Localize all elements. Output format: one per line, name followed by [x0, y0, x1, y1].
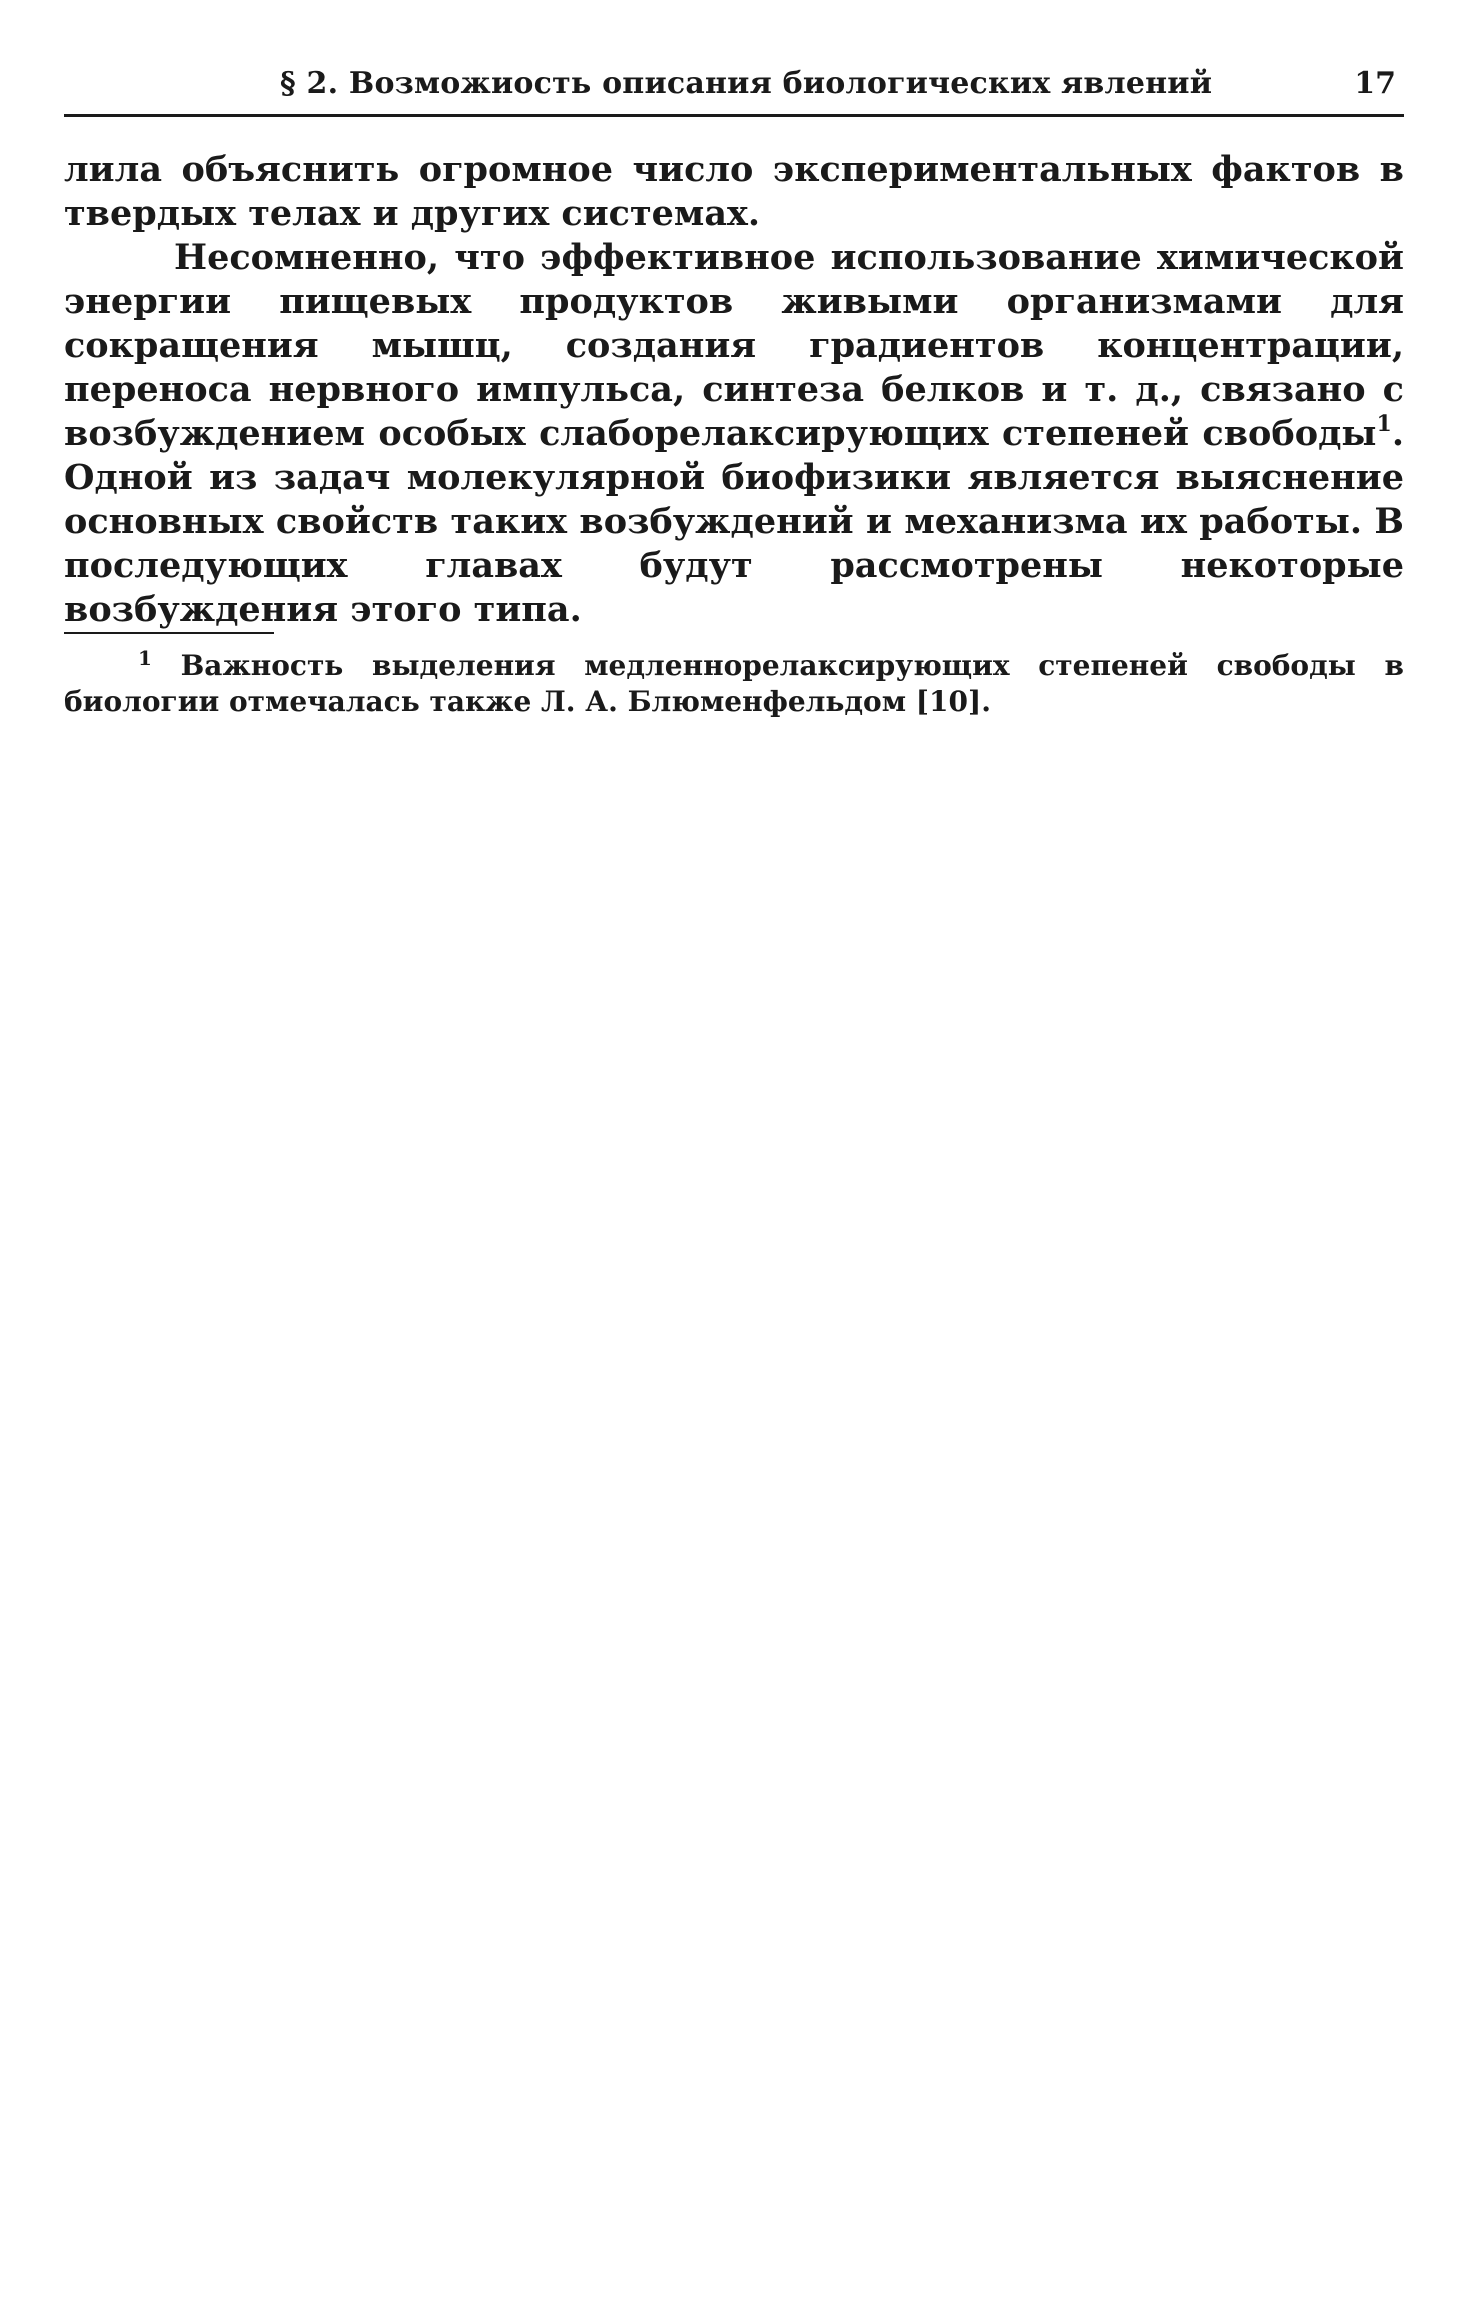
chapter-section-title: § 2. Возможиость описания биологических явлений [280, 66, 1213, 101]
footnote-divider [64, 632, 274, 634]
paragraph [64, 236, 1404, 632]
paragraph-text: Несомненно, что эффективное использование химической энергии пищевых продуктов живыми организмами для сокращения мышц, создания градиентов концентрации, переноса нервного импульса, синтеза белков и т. д., связано с возбуждением особых слаборелаксирующих степеней свободы [64, 237, 1404, 454]
footnote [64, 648, 1404, 720]
running-header [64, 64, 1404, 117]
footnote-marker: 1 [138, 646, 152, 670]
paragraph-text: . Одной из задач молекулярной биофизики является выяснение основных свойств таких возбуждений и механизма их работы. В последующих главах будут рассмотрены некоторые возбуждения этого типа. [64, 413, 1404, 630]
paragraph-continued: лила объяснить огромное число экспериментальных фактов в твердых телах и других системах. [64, 149, 1404, 234]
page-number: 17 [1354, 66, 1396, 101]
footnote-text: Важность выделения медленнорелаксирующих степеней свободы в биологии отмечалась также Л. А. Блюменфельдом [10]. [64, 649, 1404, 718]
book-page [64, 0, 1404, 2307]
main-text [64, 148, 1404, 632]
footnote-reference: 1 [1376, 411, 1392, 437]
